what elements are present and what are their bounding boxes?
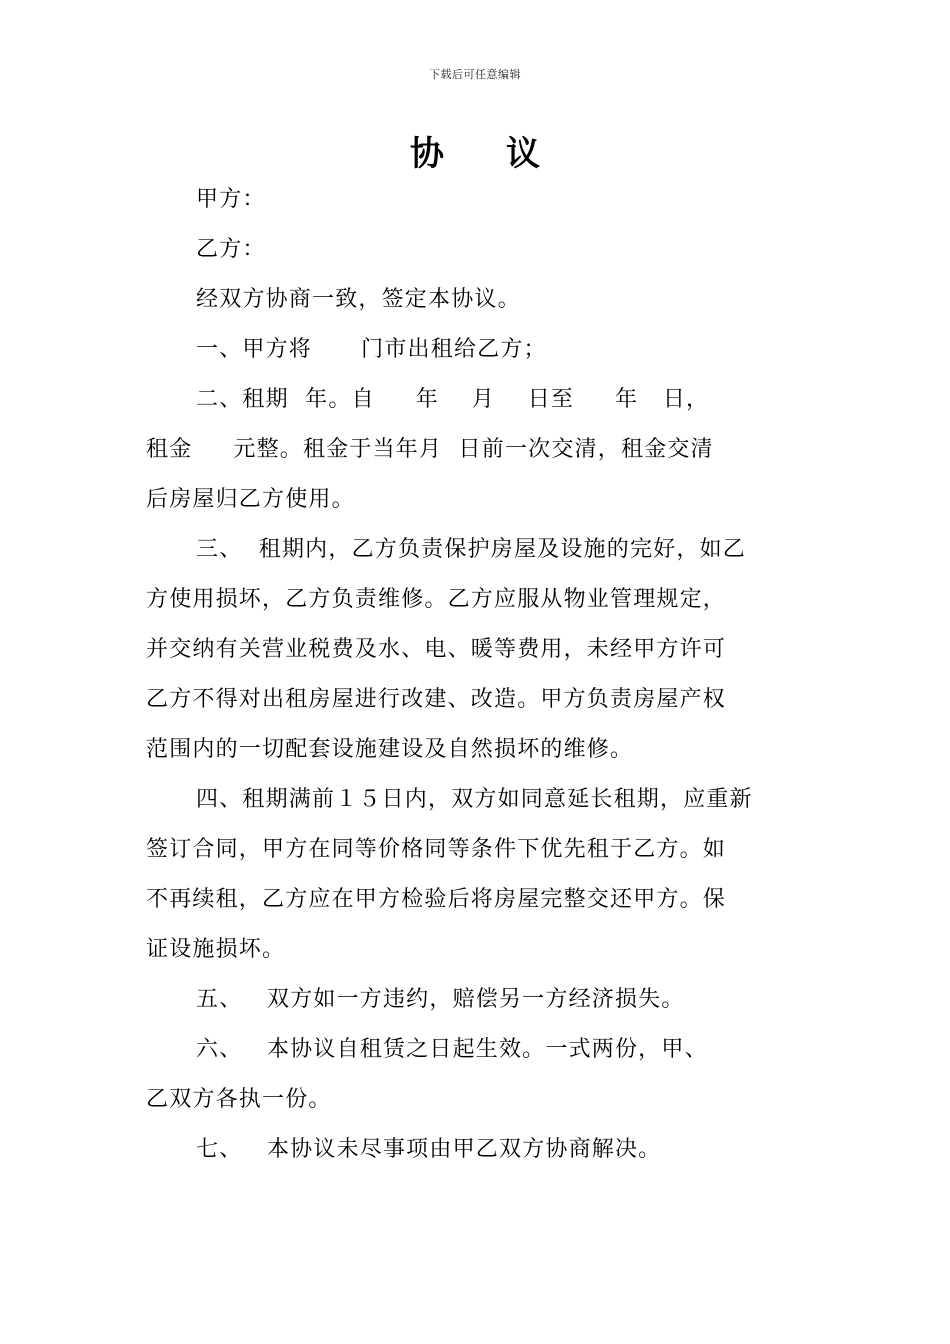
clause-4-line-2: 签订合同，甲方在同等价格同等条件下优先租于乙方。如 (146, 837, 727, 862)
preamble-line: 经双方协商一致，签定本协议。 (196, 287, 521, 312)
clause-2-line-2: 租金 元整。租金于当年月 日前一次交清，租金交清 (146, 437, 714, 462)
clause-2-line-1: 二、租期 年。自 年 月 日至 年 日， (196, 387, 710, 412)
clause-6-line-2: 乙双方各执一份。 (146, 1087, 332, 1112)
header-note: 下载后可任意编辑 (429, 68, 521, 81)
clause-4-line-4: 证设施损坏。 (146, 937, 286, 962)
clause-2-line-3: 后房屋归乙方使用。 (146, 487, 355, 512)
clause-4-line-3: 不再续租，乙方应在甲方检验后将房屋完整交还甲方。保 (146, 887, 727, 912)
party-b-line: 乙方： (196, 237, 266, 262)
clause-3-line-3: 并交纳有关营业税费及水、电、暖等费用，未经甲方许可 (146, 637, 727, 662)
clause-3-line-2: 方使用损坏，乙方负责维修。乙方应服从物业管理规定， (146, 587, 727, 612)
clause-1-line: 一、甲方将 门市出租给乙方； (196, 337, 547, 362)
clause-7-line: 七、 本协议未尽事项由甲乙双方协商解决。 (196, 1137, 662, 1162)
clause-3-line-1: 三、 租期内，乙方负责保护房屋及设施的完好，如乙 (196, 537, 746, 562)
document-title: 协议 (410, 134, 602, 174)
clause-3-line-4: 乙方不得对出租房屋进行改建、改造。甲方负责房屋产权 (146, 687, 727, 712)
party-a-line: 甲方： (196, 187, 266, 212)
clause-4-line-1: 四、租期满前１５日内，双方如同意延长租期，应重新 (196, 787, 753, 812)
clause-5-line: 五、 双方如一方违约，赔偿另一方经济损失。 (196, 987, 685, 1012)
clause-3-line-5: 范围内的一切配套设施建设及自然损坏的维修。 (146, 737, 634, 762)
clause-6-line-1: 六、 本协议自租赁之日起生效。一式两份，甲、 (196, 1037, 708, 1062)
